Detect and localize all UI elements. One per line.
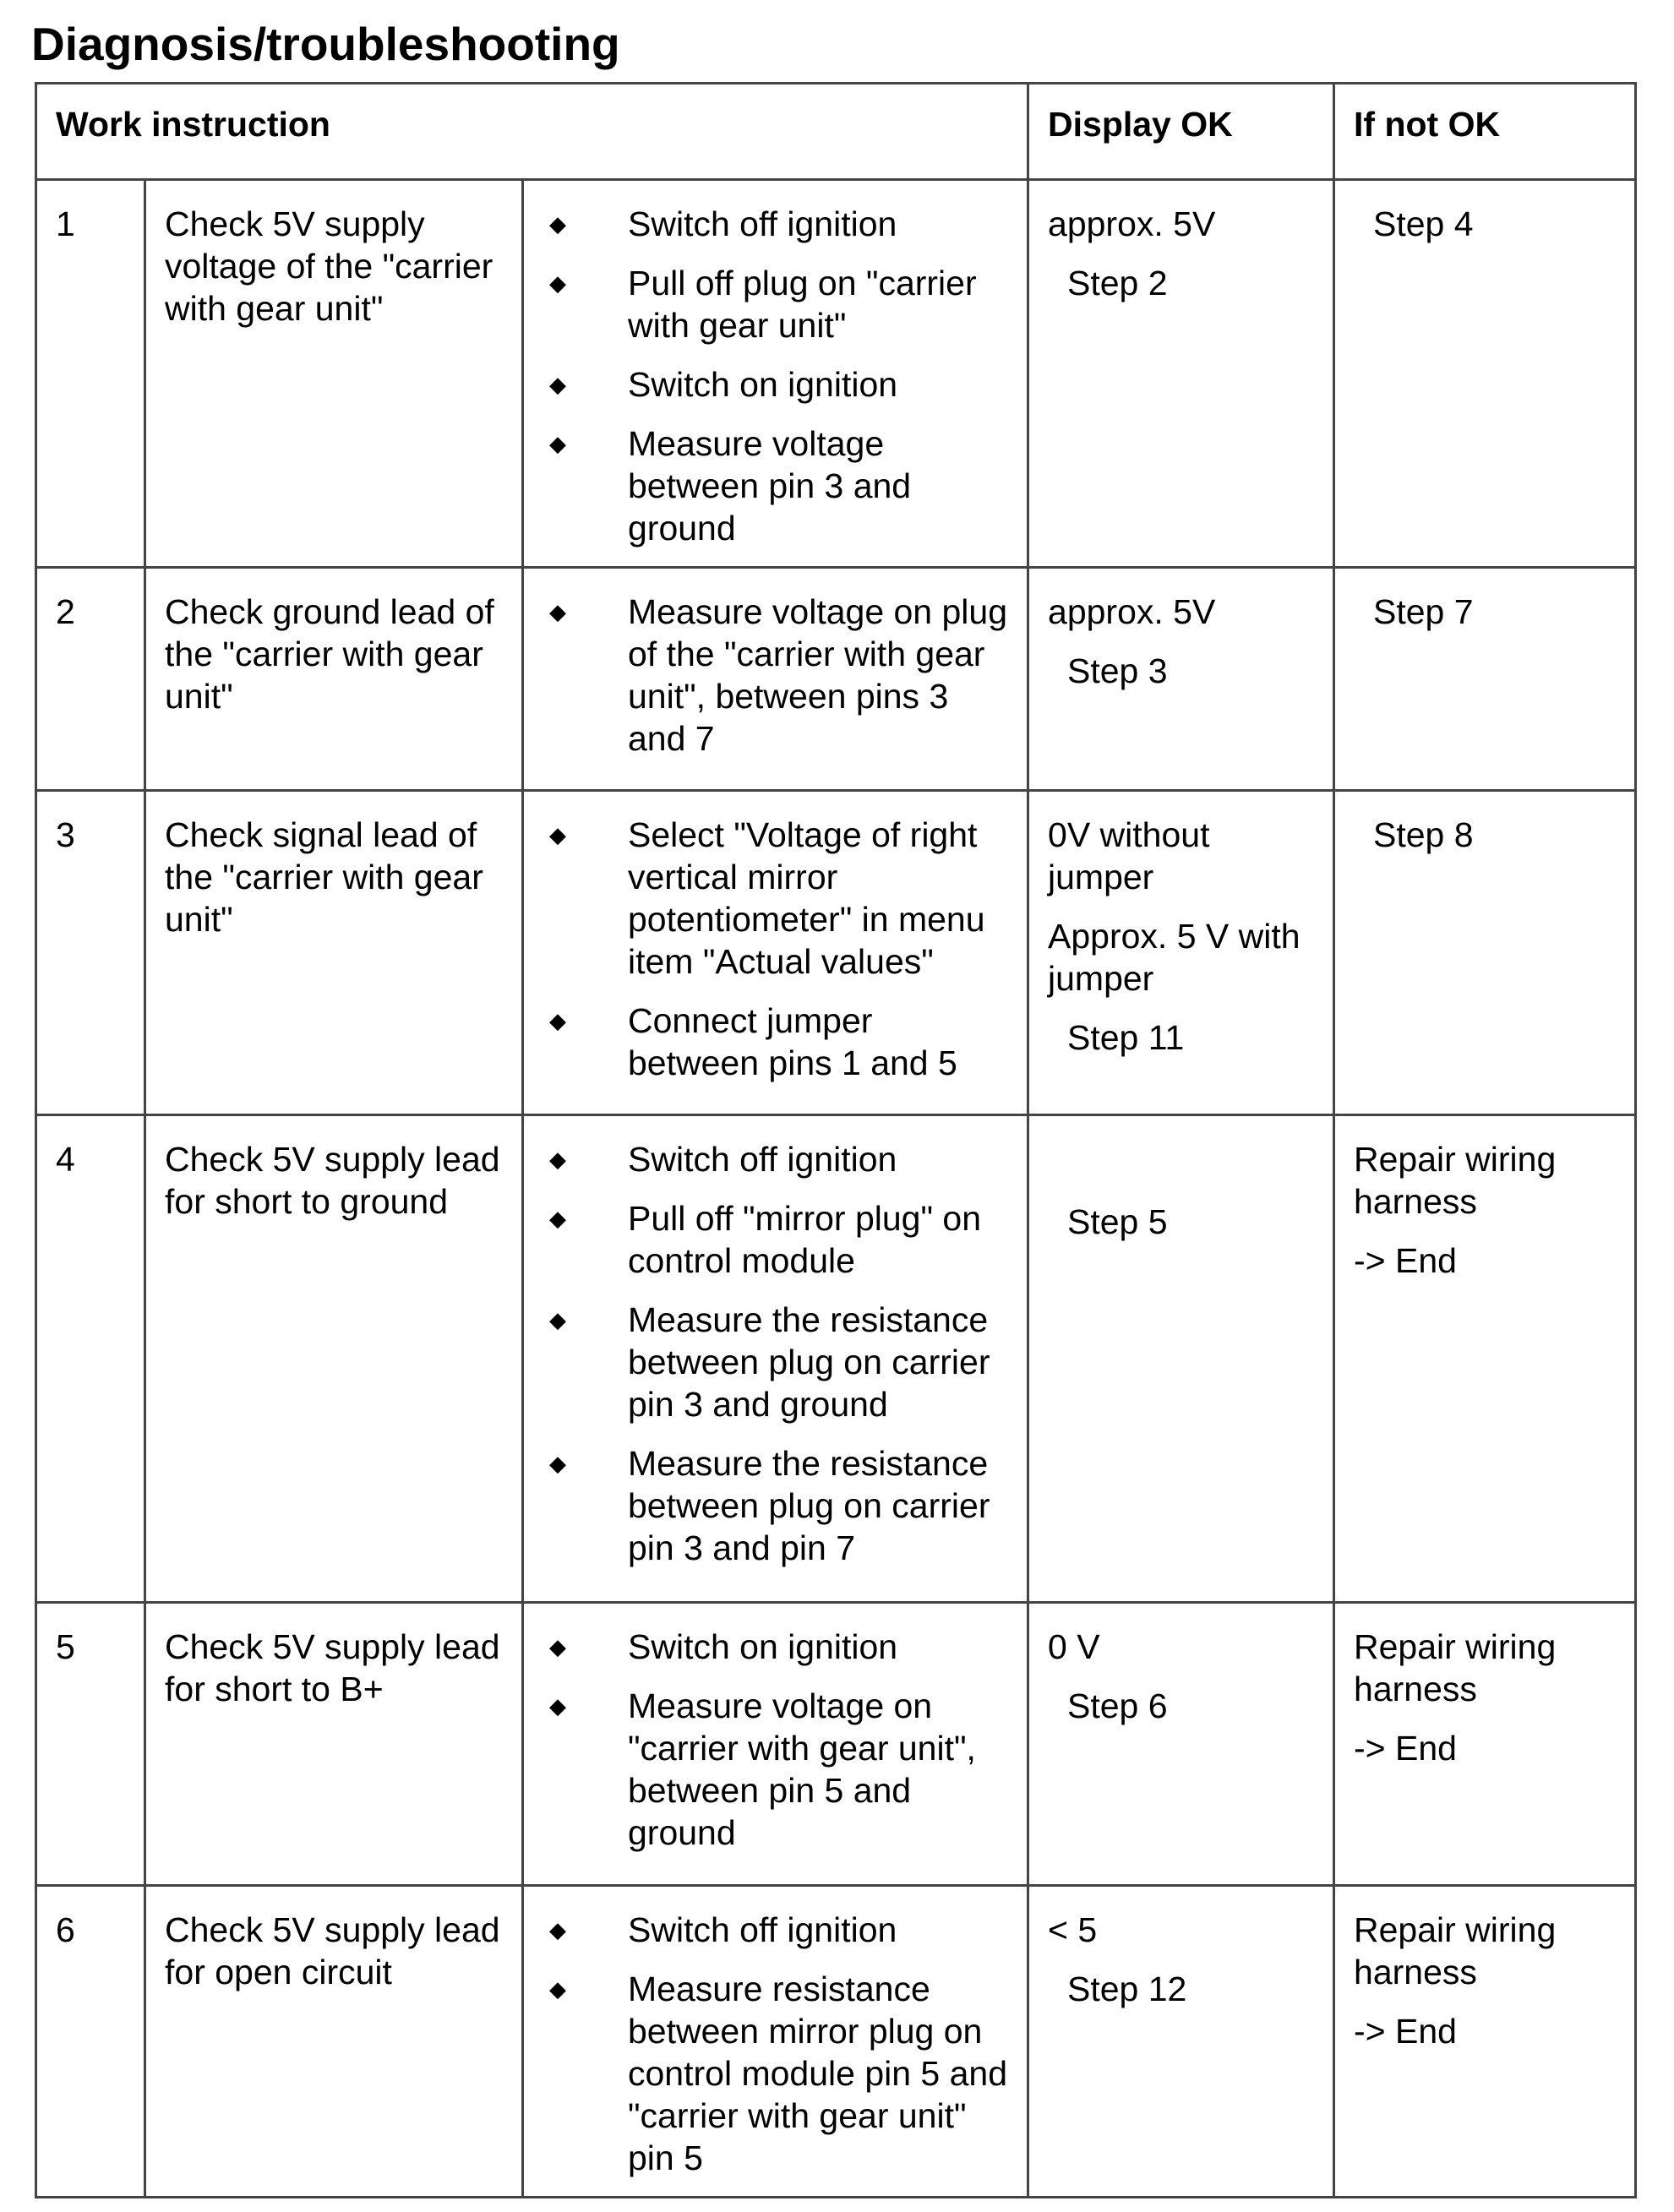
display-ok-value: Approx. 5 V with jumper — [1048, 917, 1300, 998]
if-not-ok-cell — [1334, 791, 1636, 1115]
diamond-bullet-icon: ◆ — [549, 211, 566, 237]
procedure-step — [539, 1197, 1011, 1282]
step-number-cell — [36, 1886, 145, 2198]
procedure-step-text: Switch off ignition — [628, 1140, 897, 1179]
diagnosis-table — [35, 82, 1637, 2198]
procedure-steps-list — [524, 181, 1027, 566]
procedure-step — [539, 262, 1011, 346]
display-ok-value: 0V without jumper — [1048, 815, 1210, 896]
step-number: 1 — [56, 204, 75, 243]
display-ok-value: approx. 5V — [1048, 204, 1216, 243]
check-description: Check 5V supply lead for short to ground — [165, 1140, 500, 1221]
display-ok-next-step: Step 5 — [1067, 1202, 1168, 1241]
display-ok-cell — [1028, 568, 1334, 791]
diamond-bullet-icon: ◆ — [549, 372, 566, 397]
procedure-steps-cell — [523, 1886, 1028, 2198]
procedure-step-text: Measure voltage between pin 3 and ground — [628, 424, 912, 548]
procedure-steps-cell — [523, 1603, 1028, 1886]
step-number: 4 — [56, 1140, 75, 1179]
step-number-cell — [36, 568, 145, 791]
not-ok-end-marker: -> End — [1354, 1241, 1457, 1280]
not-ok-end-marker: -> End — [1354, 2012, 1457, 2051]
procedure-steps-list — [524, 1116, 1027, 1586]
check-description-cell — [145, 568, 523, 791]
check-description-cell — [145, 1886, 523, 2198]
not-ok-repair-action: Repair wiring harness — [1354, 1627, 1557, 1708]
procedure-steps-cell — [523, 568, 1028, 791]
diamond-bullet-icon: ◆ — [549, 1206, 566, 1231]
procedure-step-text: Switch on ignition — [628, 1627, 898, 1666]
procedure-step-text: Connect jumper between pins 1 and 5 — [628, 1001, 957, 1082]
not-ok-next-step: Step 8 — [1373, 815, 1474, 854]
if-not-ok-cell — [1334, 568, 1636, 791]
procedure-step-text: Measure voltage on "carrier with gear unit", between pin 5 and ground — [628, 1686, 976, 1852]
table-row — [36, 1603, 1636, 1886]
table-row — [36, 568, 1636, 791]
procedure-steps-cell — [523, 180, 1028, 568]
procedure-steps-list — [524, 569, 1027, 776]
procedure-step-text: Measure resistance between mirror plug on control module pin 5 and "carrier with gear unit" pin 5 — [628, 1970, 1008, 2177]
diamond-bullet-icon: ◆ — [549, 1976, 566, 2002]
procedure-steps-list — [524, 1887, 1027, 2196]
header-display-ok: Display OK — [1028, 84, 1334, 180]
diamond-bullet-icon: ◆ — [549, 599, 566, 624]
diamond-bullet-icon: ◆ — [549, 1008, 566, 1033]
diamond-bullet-icon: ◆ — [549, 1634, 566, 1659]
procedure-step — [539, 203, 1011, 245]
not-ok-next-step: Step 7 — [1373, 592, 1474, 631]
step-number-cell — [36, 1603, 145, 1886]
table-row — [36, 791, 1636, 1115]
step-number: 6 — [56, 1910, 75, 1949]
not-ok-end-marker: -> End — [1354, 1729, 1457, 1768]
procedure-step-text: Pull off plug on "carrier with gear unit" — [628, 264, 977, 345]
procedure-steps-cell — [523, 1115, 1028, 1603]
display-ok-value: < 5 — [1048, 1910, 1098, 1949]
not-ok-repair-action: Repair wiring harness — [1354, 1910, 1557, 1991]
diamond-bullet-icon: ◆ — [549, 1307, 566, 1332]
display-ok-next-step: Step 11 — [1067, 1018, 1185, 1057]
table-body — [36, 180, 1636, 2198]
if-not-ok-cell — [1334, 1603, 1636, 1886]
table-row — [36, 180, 1636, 568]
display-ok-cell — [1028, 791, 1334, 1115]
procedure-steps-cell — [523, 791, 1028, 1115]
procedure-step-text: Measure voltage on plug of the "carrier with gear unit", between pins 3 and 7 — [628, 592, 1008, 758]
procedure-step — [539, 591, 1011, 760]
procedure-step — [539, 814, 1011, 983]
procedure-step — [539, 1685, 1011, 1854]
diamond-bullet-icon: ◆ — [549, 431, 566, 456]
check-description-cell — [145, 1115, 523, 1603]
procedure-steps-list — [524, 792, 1027, 1101]
if-not-ok-cell — [1334, 1115, 1636, 1603]
procedure-step — [539, 1299, 1011, 1425]
procedure-step — [539, 422, 1011, 549]
table-header-row — [36, 84, 1636, 180]
diamond-bullet-icon: ◆ — [549, 1693, 566, 1719]
step-number-cell — [36, 791, 145, 1115]
check-description: Check ground lead of the "carrier with gear unit" — [165, 592, 494, 716]
header-if-not-ok: If not OK — [1334, 84, 1636, 180]
display-ok-cell — [1028, 1115, 1334, 1603]
check-description-cell — [145, 1603, 523, 1886]
display-ok-next-step: Step 12 — [1067, 1970, 1187, 2008]
procedure-step — [539, 1626, 1011, 1668]
step-number: 3 — [56, 815, 75, 854]
procedure-step-text: Measure the resistance between plug on carrier pin 3 and ground — [628, 1300, 990, 1424]
step-number-cell — [36, 180, 145, 568]
diamond-bullet-icon: ◆ — [549, 822, 566, 847]
step-number: 5 — [56, 1627, 75, 1666]
step-number: 2 — [56, 592, 75, 631]
diamond-bullet-icon: ◆ — [549, 1147, 566, 1172]
check-description: Check signal lead of the "carrier with gear unit" — [165, 815, 483, 939]
procedure-step — [539, 1138, 1011, 1180]
procedure-step — [539, 1000, 1011, 1084]
procedure-steps-list — [524, 1604, 1027, 1871]
procedure-step — [539, 1909, 1011, 1951]
procedure-step — [539, 1442, 1011, 1569]
not-ok-next-step: Step 4 — [1373, 204, 1474, 243]
diamond-bullet-icon: ◆ — [549, 1917, 566, 1942]
display-ok-cell — [1028, 1603, 1334, 1886]
diamond-bullet-icon: ◆ — [549, 270, 566, 296]
display-ok-value: 0 V — [1048, 1627, 1100, 1666]
check-description-cell — [145, 180, 523, 568]
procedure-step-text: Pull off "mirror plug" on control module — [628, 1199, 982, 1280]
if-not-ok-cell — [1334, 180, 1636, 568]
procedure-step-text: Switch off ignition — [628, 1910, 897, 1949]
procedure-step-text: Select "Voltage of right vertical mirror potentiometer" in menu item "Actual values" — [628, 815, 985, 981]
display-ok-cell — [1028, 1886, 1334, 2198]
procedure-step — [539, 363, 1011, 406]
procedure-step — [539, 1968, 1011, 2179]
page-title: Diagnosis/troubleshooting — [31, 18, 620, 70]
header-work-instruction: Work instruction — [36, 84, 1028, 180]
diamond-bullet-icon: ◆ — [549, 1451, 566, 1476]
procedure-step-text: Switch on ignition — [628, 365, 898, 404]
not-ok-repair-action: Repair wiring harness — [1354, 1140, 1557, 1221]
check-description: Check 5V supply lead for open circuit — [165, 1910, 500, 1991]
procedure-step-text: Measure the resistance between plug on carrier pin 3 and pin 7 — [628, 1444, 990, 1567]
display-ok-value: approx. 5V — [1048, 592, 1216, 631]
if-not-ok-cell — [1334, 1886, 1636, 2198]
procedure-step-text: Switch off ignition — [628, 204, 897, 243]
table-row — [36, 1886, 1636, 2198]
check-description: Check 5V supply lead for short to B+ — [165, 1627, 500, 1708]
display-ok-next-step: Step 2 — [1067, 264, 1168, 302]
check-description: Check 5V supply voltage of the "carrier with gear unit" — [165, 204, 493, 328]
check-description-cell — [145, 791, 523, 1115]
display-ok-next-step: Step 3 — [1067, 651, 1168, 690]
display-ok-next-step: Step 6 — [1067, 1686, 1168, 1725]
step-number-cell — [36, 1115, 145, 1603]
table-row — [36, 1115, 1636, 1603]
display-ok-cell — [1028, 180, 1334, 568]
